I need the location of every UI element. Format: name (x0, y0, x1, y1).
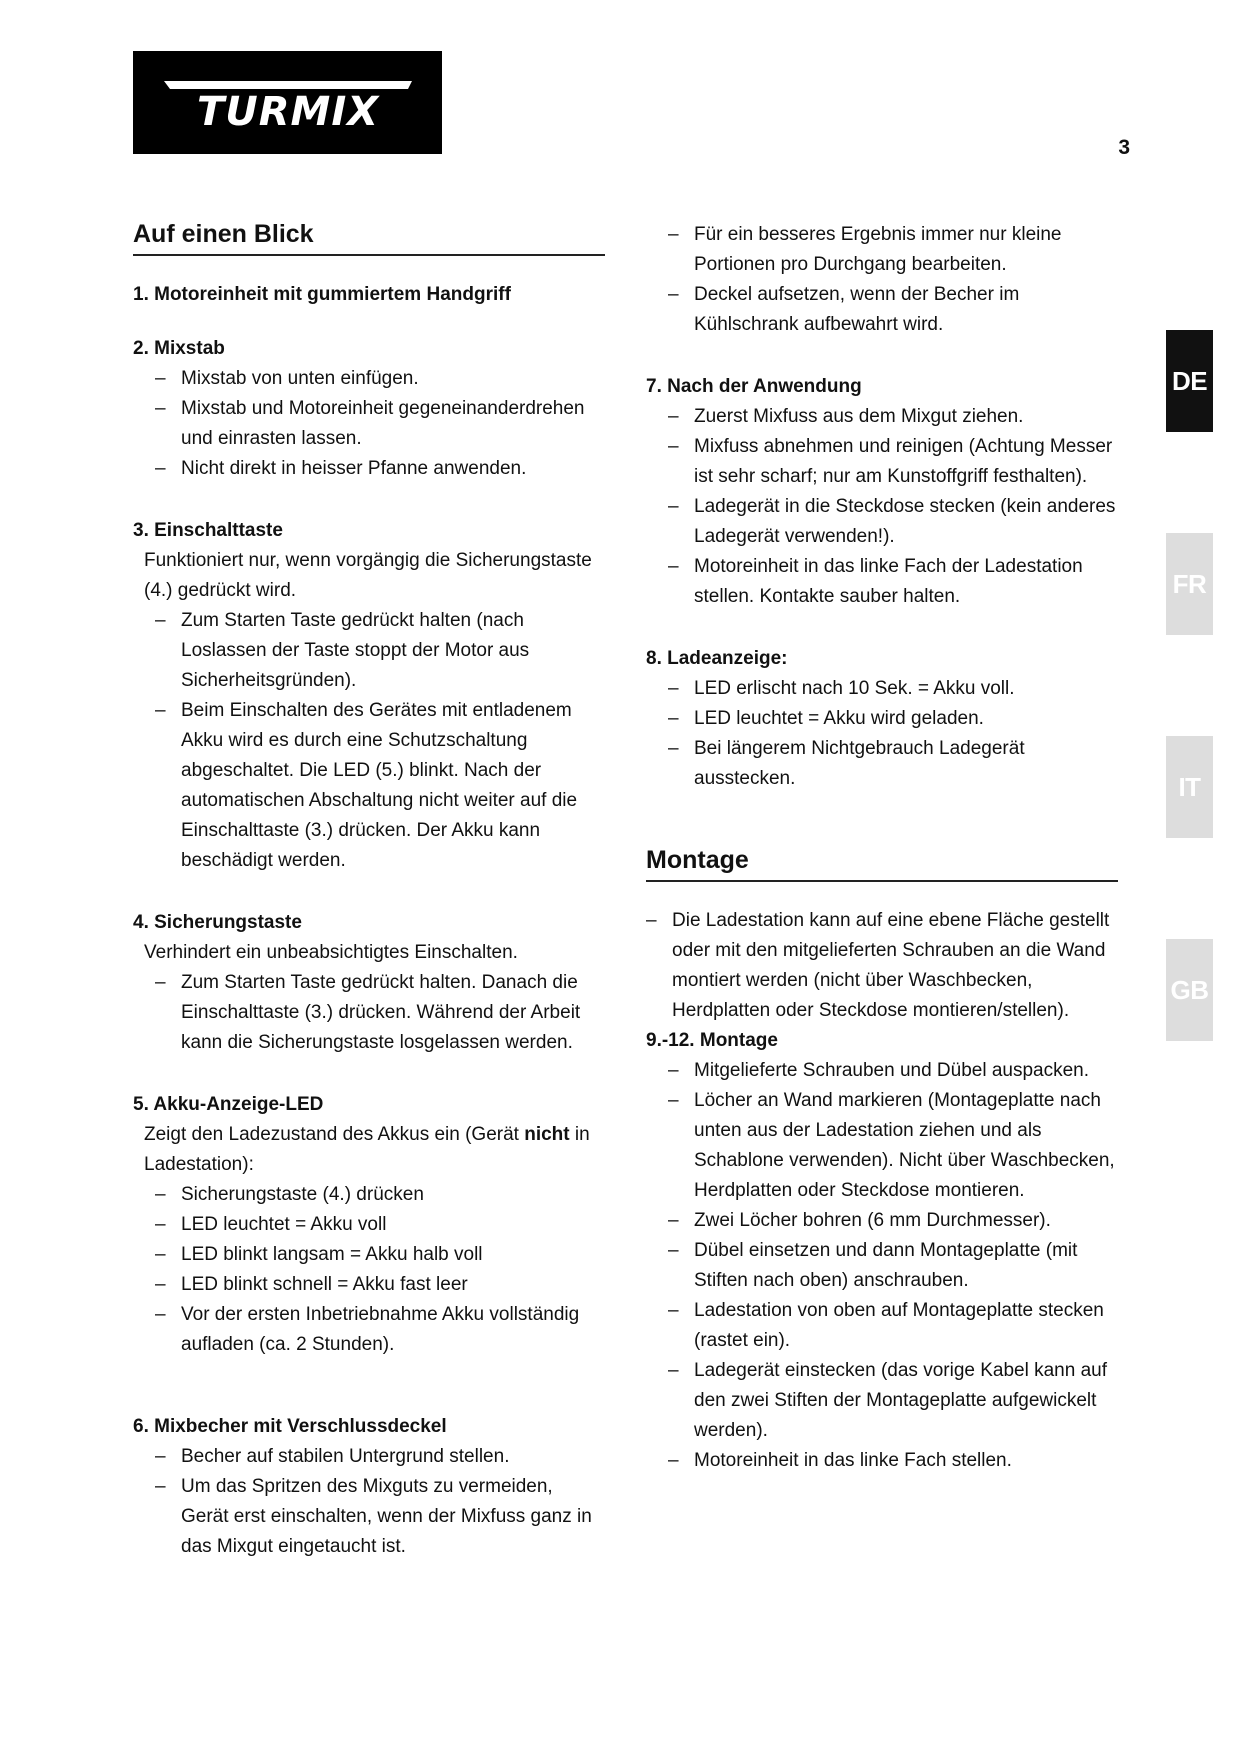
list-item: – Beim Einschalten des Gerätes mit entladenem Akku wird es durch eine Schutzschaltung abgeschaltet. Die LED (5.) blinkt. Nach der automatischen Abschaltung nicht weiter auf die Einschalttaste (3.) drücken. Der Akku kann beschädigt werden. (155, 696, 605, 876)
section-title-montage: Montage (646, 846, 1118, 882)
akku-led-desc: Zeigt den Ladezustand des Akkus ein (Gerät nicht in Ladestation): (144, 1124, 590, 1175)
list-item: – Bei längerem Nichtgebrauch Ladegerät ausstecken. (668, 734, 1118, 794)
lang-tab-de[interactable]: DE (1166, 330, 1213, 432)
ladeanzeige-list (646, 674, 1118, 794)
sicherungstaste-desc: Verhindert ein unbeabsichtigtes Einschalten. (144, 942, 518, 963)
list-item: – Becher auf stabilen Untergrund stellen. (155, 1442, 605, 1472)
mixbecher-list (133, 1442, 605, 1562)
page-number: 3 (1118, 136, 1130, 159)
list-item: – Sicherungstaste (4.) drücken (155, 1180, 605, 1210)
list-item: – Um das Spritzen des Mixguts zu vermeiden, Gerät erst einschalten, wenn der Mixfuss ganz in das Mixgut eingetaucht ist. (155, 1472, 605, 1562)
heading-nach-anwendung: 7. Nach der Anwendung (646, 376, 862, 397)
einschalttaste-desc: Funktioniert nur, wenn vorgängig die Sicherungstaste (4.) gedrückt wird. (144, 550, 592, 601)
heading-motor-unit: 1. Motoreinheit mit gummiertem Handgriff (133, 284, 511, 305)
list-item: – Motoreinheit in das linke Fach der Ladestation stellen. Kontakte sauber halten. (668, 552, 1118, 612)
list-item: – Ladestation von oben auf Montageplatte stecken (rastet ein). (668, 1296, 1118, 1356)
list-item: – Vor der ersten Inbetriebnahme Akku vollständig aufladen (ca. 2 Stunden). (155, 1300, 605, 1360)
list-item: – LED blinkt langsam = Akku halb voll (155, 1240, 605, 1270)
list-item: – Deckel aufsetzen, wenn der Becher im Kühlschrank aufbewahrt wird. (668, 280, 1118, 340)
list-item: – Zum Starten Taste gedrückt halten. Danach die Einschalttaste (3.) drücken. Während der Arbeit kann die Sicherungstaste losgelassen werden. (155, 968, 605, 1058)
nach-anwendung-list (646, 402, 1118, 612)
list-item: – Mixstab von unten einfügen. (155, 364, 605, 394)
list-item: – Zum Starten Taste gedrückt halten (nach Loslassen der Taste stoppt der Motor aus Sicherheitsgründen). (155, 606, 605, 696)
list-item: – LED leuchtet = Akku voll (155, 1210, 605, 1240)
einschalttaste-list (133, 606, 605, 876)
list-item: – LED blinkt schnell = Akku fast leer (155, 1270, 605, 1300)
section-title-overview: Auf einen Blick (133, 220, 605, 256)
list-item: – Nicht direkt in heisser Pfanne anwenden. (155, 454, 605, 484)
list-item: – Mixfuss abnehmen und reinigen (Achtung Messer ist sehr scharf; nur am Kunstoffgriff festhalten). (668, 432, 1118, 492)
montage-steps-list (646, 1056, 1118, 1476)
lang-tab-gb[interactable]: GB (1166, 939, 1213, 1041)
brand-logo (133, 51, 442, 154)
list-item: – Für ein besseres Ergebnis immer nur kleine Portionen pro Durchgang bearbeiten. (668, 220, 1118, 280)
lang-tab-it[interactable]: IT (1166, 736, 1213, 838)
list-item: – LED leuchtet = Akku wird geladen. (668, 704, 1118, 734)
list-item: – Die Ladestation kann auf eine ebene Fläche gestellt oder mit den mitgelieferten Schrauben an die Wand montiert werden (nicht über Waschbecken, Herdplatten oder Steckdose montieren/stellen). (646, 906, 1118, 1026)
list-item: – Ladegerät einstecken (das vorige Kabel kann auf den zwei Stiften der Montageplatte aufgewickelt werden). (668, 1356, 1118, 1446)
heading-akku-led: 5. Akku-Anzeige-LED (133, 1094, 324, 1115)
mixbecher-list-cont (646, 220, 1118, 340)
svg-text:TURMIX: TURMIX (196, 88, 379, 131)
heading-mixstab: 2. Mixstab (133, 338, 225, 359)
list-item: – Ladegerät in die Steckdose stecken (kein anderes Ladegerät verwenden!). (668, 492, 1118, 552)
list-item: – Motoreinheit in das linke Fach stellen. (668, 1446, 1118, 1476)
right-column (646, 220, 1118, 1476)
list-item: – Löcher an Wand markieren (Montageplatte nach unten aus der Ladestation ziehen und als Schablone verwenden). Nicht über Waschbecken, Herdplatten oder Steckdose montieren. (668, 1086, 1118, 1206)
list-item: – Mitgelieferte Schrauben und Dübel auspacken. (668, 1056, 1118, 1086)
heading-mixbecher: 6. Mixbecher mit Verschlussdeckel (133, 1416, 447, 1437)
turmix-logo-mark (158, 75, 418, 131)
left-column (133, 220, 605, 1562)
list-item: – Mixstab und Motoreinheit gegeneinanderdrehen und einrasten lassen. (155, 394, 605, 454)
mixstab-list (133, 364, 605, 484)
list-item: – Zwei Löcher bohren (6 mm Durchmesser). (668, 1206, 1118, 1236)
montage-intro-list (646, 906, 1118, 1026)
list-item: – LED erlischt nach 10 Sek. = Akku voll. (668, 674, 1118, 704)
lang-tab-fr[interactable]: FR (1166, 533, 1213, 635)
heading-sicherungstaste: 4. Sicherungstaste (133, 912, 302, 933)
sicherungstaste-list (133, 968, 605, 1058)
heading-ladeanzeige: 8. Ladeanzeige: (646, 648, 788, 669)
list-item: – Zuerst Mixfuss aus dem Mixgut ziehen. (668, 402, 1118, 432)
heading-montage-steps: 9.-12. Montage (646, 1030, 778, 1051)
akku-led-list (133, 1180, 605, 1360)
heading-einschalttaste: 3. Einschalttaste (133, 520, 283, 541)
list-item: – Dübel einsetzen und dann Montageplatte (mit Stiften nach oben) anschrauben. (668, 1236, 1118, 1296)
